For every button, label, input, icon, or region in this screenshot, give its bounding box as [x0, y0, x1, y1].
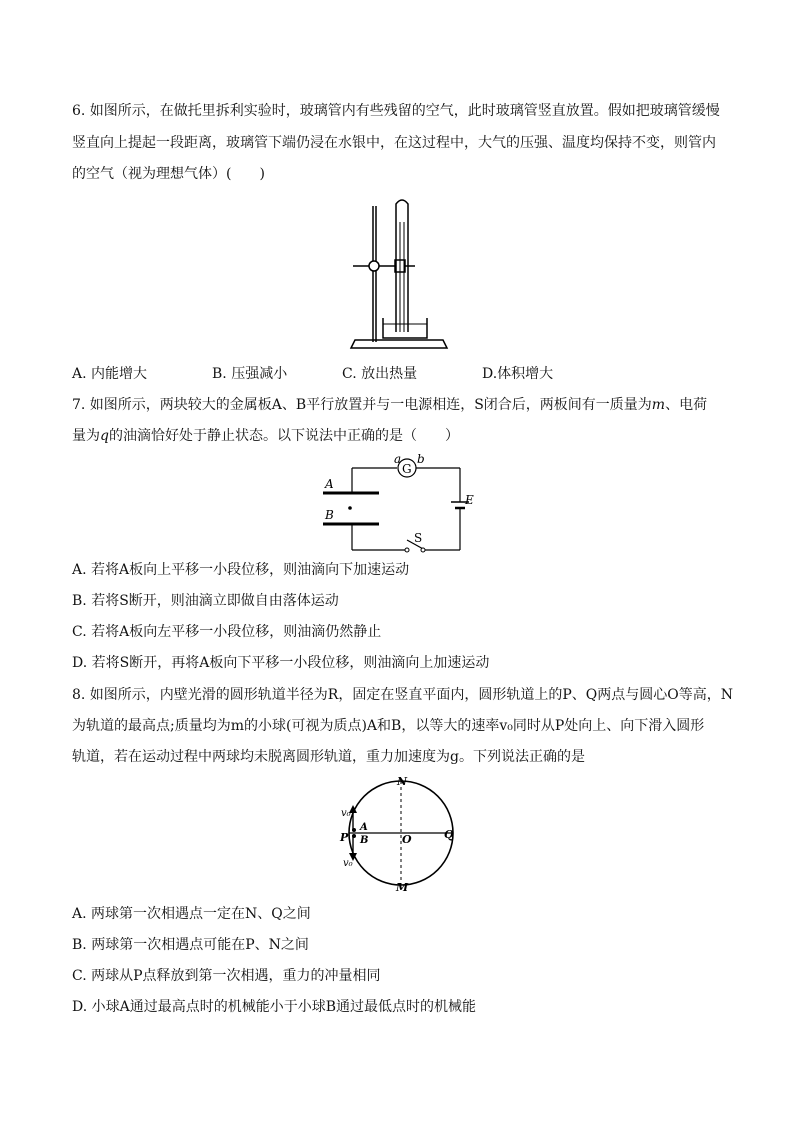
q6-stem-line-3: 的空气（视为理想气体）( )	[72, 166, 265, 182]
label-g: G	[402, 462, 412, 476]
q7-option-a: A. 若将A板向上平移一小段位移，则油滴向下加速运动	[72, 562, 410, 578]
label-ball-a: A	[360, 822, 368, 833]
label-v0-top: v₀	[341, 808, 351, 819]
q7-option-d: D. 若将S断开，再将A板向下平移一小段位移，则油滴向上加速运动	[72, 655, 490, 671]
q8-option-b: B. 两球第一次相遇点可能在P、N之间	[72, 937, 309, 953]
q8-option-c: C. 两球从P点释放到第一次相遇，重力的冲量相同	[72, 968, 381, 984]
label-m: M	[396, 881, 409, 894]
q8-option-d: D. 小球A通过最高点时的机械能小于小球B通过最低点时的机械能	[72, 999, 477, 1015]
q8-circular-track-figure	[330, 773, 460, 895]
q6-option-c: C. 放出热量	[342, 366, 418, 382]
label-plate-b: B	[325, 508, 334, 522]
q6-option-a: A. 内能增大	[72, 366, 148, 382]
q7-option-b: B. 若将S断开，则油滴立即做自由落体运动	[72, 593, 339, 609]
label-b: b	[417, 452, 425, 466]
label-o: O	[402, 833, 412, 846]
ball-b	[352, 834, 356, 838]
q8-stem-line-1: 8. 如图所示，内壁光滑的圆形轨道半径为R，固定在竖直平面内，圆形轨道上的P、Q两点与圆心O等高，N	[72, 687, 733, 703]
q7-stem-line-2	[72, 426, 459, 446]
q8-stem-line-3: 轨道，若在运动过程中两球均未脱离圆形轨道，重力加速度为g。下列说法正确的是	[72, 749, 585, 765]
q7-stem-line-1-pre: 7. 如图所示，两块较大的金属板A、B平行放置并与一电源相连，S闭合后，两板间有一质量为	[72, 397, 652, 413]
label-n: N	[397, 775, 408, 788]
q7-capacitor-circuit-figure	[315, 452, 475, 556]
q7-stem-line-2-post: 的油滴恰好处于静止状态。以下说法中正确的是（ ）	[108, 428, 459, 444]
q7-stem-line-2-pre: 量为	[72, 428, 100, 444]
q7-stem-line-1	[72, 395, 707, 415]
label-plate-a: A	[325, 477, 334, 491]
label-a: a	[394, 452, 402, 466]
oil-drop	[348, 506, 352, 510]
label-ball-b: B	[360, 835, 369, 846]
q6-option-d: D.体积增大	[482, 366, 554, 382]
q8-option-a: A. 两球第一次相遇点一定在N、Q之间	[72, 906, 311, 922]
label-p: P	[340, 831, 349, 844]
q8-stem-line-2: 为轨道的最高点;质量均为m的小球(可视为质点)A和B，以等大的速率v₀同时从P处向上、向下滑入圆形	[72, 718, 705, 734]
q7-charge-symbol: q	[100, 428, 109, 444]
clamp-knob	[369, 261, 379, 271]
label-q: Q	[444, 828, 454, 841]
q6-torricelli-apparatus-figure	[345, 192, 450, 354]
stand-base	[351, 340, 447, 348]
label-v0-bottom: v₀	[343, 858, 353, 869]
label-e: E	[465, 493, 474, 507]
q6-stem-line-1: 6. 如图所示，在做托里拆利实验时，玻璃管内有些残留的空气，此时玻璃管竖直放置。假如把玻璃管缓慢	[72, 103, 720, 119]
q7-option-c: C. 若将A板向左平移一小段位移，则油滴仍然静止	[72, 624, 382, 640]
q7-stem-line-1-post: 、电荷	[665, 397, 708, 413]
ball-a	[352, 828, 356, 832]
q6-option-b: B. 压强减小	[212, 366, 288, 382]
beaker	[383, 318, 427, 338]
q7-mass-symbol: m	[651, 397, 666, 413]
label-s: S	[414, 531, 423, 545]
q6-stem-line-2: 竖直向上提起一段距离，玻璃管下端仍浸在水银中，在这过程中，大气的压强、温度均保持不变，则管内	[72, 135, 716, 151]
